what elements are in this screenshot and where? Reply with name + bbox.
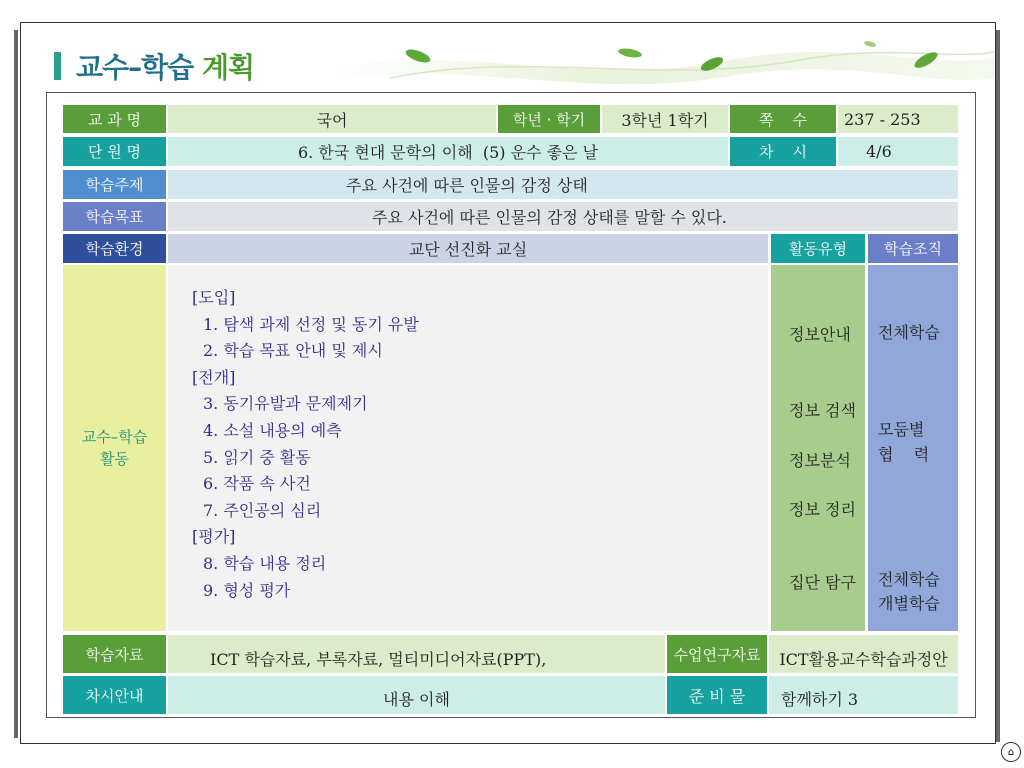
subject-label: 교 과 명	[63, 105, 166, 133]
activity-step: 5. 읽기 중 활동	[203, 447, 311, 467]
activity-step: 7. 주인공의 심리	[203, 500, 322, 520]
org-item: 모둠별	[878, 420, 925, 439]
activity-label-line2: 활동	[100, 450, 129, 468]
unit-value: 6. 한국 현대 문학의 이해 (5) 운수 좋은 날	[168, 137, 728, 166]
activity-phase: [전개]	[192, 367, 236, 387]
page-title: 교수–학습 계획	[76, 51, 255, 84]
grade-label: 학년 · 학기	[498, 105, 600, 133]
leaf-banner	[330, 30, 994, 92]
env-value: 교단 선진화 교실	[168, 234, 768, 263]
home-icon[interactable]: ⌂	[1001, 742, 1021, 762]
org-item: 개별학습	[878, 594, 940, 613]
next-label: 차시안내	[63, 676, 166, 714]
activity-label-line1: 교수–학습	[81, 428, 148, 446]
env-label: 학습환경	[63, 234, 166, 263]
type-item: 정보안내	[789, 325, 851, 344]
activity-step: 3. 동기유발과 문제제기	[203, 394, 368, 414]
title-accent-bar	[54, 52, 61, 80]
activity-label	[63, 265, 166, 631]
activity-step: 9. 형성 평가	[203, 580, 291, 600]
frame-shadow-left	[14, 30, 18, 738]
topic-value: 주요 사건에 따른 인물의 감정 상태	[168, 170, 958, 199]
period-label: 차 시	[730, 137, 836, 166]
goal-label: 학습목표	[63, 202, 166, 231]
period-value: 4/6	[838, 137, 958, 166]
org-item: 전체학습	[878, 570, 940, 589]
page-label: 쪽 수	[730, 105, 836, 133]
activity-step: 2. 학습 목표 안내 및 제시	[203, 341, 383, 361]
goal-value: 주요 사건에 따른 인물의 감정 상태를 말할 수 있다.	[168, 202, 958, 231]
topic-label: 학습주제	[63, 170, 166, 199]
activity-step: 1. 탐색 과제 선정 및 동기 유발	[203, 314, 419, 334]
research-value: ICT활용교수학습과정안	[769, 635, 958, 673]
activity-step: 8. 학습 내용 정리	[203, 553, 327, 573]
activity-content	[168, 265, 768, 631]
frame-shadow-right	[996, 30, 1000, 742]
materials-value: ICT 학습자료, 부록자료, 멀티미디어자료(PPT),	[168, 635, 665, 673]
subject-value: 국어	[168, 105, 496, 133]
research-label: 수업연구자료	[667, 635, 767, 673]
activity-step: 6. 작품 속 사건	[203, 474, 311, 494]
activity-phase: [평가]	[192, 527, 236, 547]
next-value: 내용 이해	[168, 676, 665, 714]
type-item: 정보 정리	[789, 500, 856, 519]
page-value: 237 - 253	[838, 105, 958, 133]
org-label: 학습조직	[868, 234, 958, 263]
grade-value: 3학년 1학기	[602, 105, 728, 133]
prep-label: 준 비 물	[667, 676, 767, 714]
activity-phase: [도입]	[192, 288, 236, 307]
unit-label: 단 원 명	[63, 137, 166, 166]
prep-value: 함께하기 3	[769, 676, 958, 714]
type-item: 정보분석	[789, 451, 851, 470]
type-item: 집단 탐구	[789, 573, 856, 592]
activity-step: 4. 소설 내용의 예측	[203, 420, 342, 440]
materials-label: 학습자료	[63, 635, 166, 673]
type-item: 정보 검색	[789, 401, 856, 420]
activity-type-label: 활동유형	[771, 234, 865, 263]
org-item: 전체학습	[878, 323, 940, 342]
org-item: 협 력	[878, 445, 930, 464]
